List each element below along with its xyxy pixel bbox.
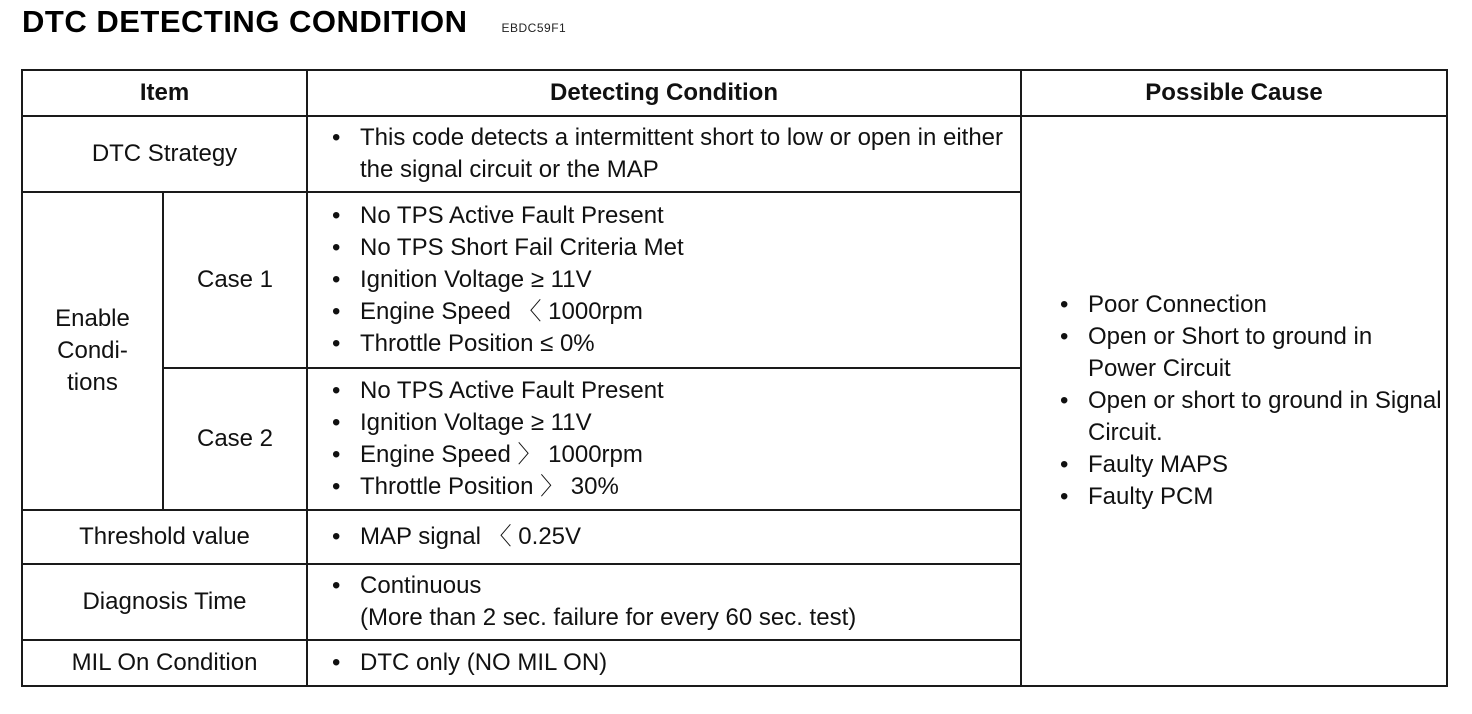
cause-bullet: • Poor Connection [1058,289,1446,321]
condition-bullet: • This code detects a intermittent short to low or open in either the signal circuit or the MAP [330,122,1014,186]
condition-note: (More than 2 sec. failure for every 60 sec. test) [360,604,857,631]
cause-bullet: • Faulty MAPS [1058,449,1446,481]
page-title: DTC DETECTING CONDITION [22,4,468,39]
condition-bullet: • DTC only (NO MIL ON) [330,647,1014,679]
cause-bullet: • Open or Short to ground in Power Circuit [1058,321,1446,385]
item-enable-conditions: Enable Condi- tions [22,192,163,510]
condition-dtc-strategy [307,116,1021,192]
title-row [22,4,566,44]
condition-bullet: • No TPS Short Fail Criteria Met [330,232,1014,264]
condition-diagnosis-time [307,564,1021,640]
condition-bullet: • MAP signal 〈 0.25V [330,521,1014,553]
condition-bullet: • Engine Speed 〉 1000rpm [330,439,1014,471]
condition-mil [307,640,1021,686]
possible-cause-cell [1021,116,1447,686]
header-item: Item [22,70,307,116]
document-code: EBDC59F1 [501,21,567,35]
header-possible-cause: Possible Cause [1021,70,1447,116]
condition-bullet: • Ignition Voltage ≥ 11V [330,264,1014,296]
cause-bullet: • Faulty PCM [1058,481,1446,513]
condition-bullet: • No TPS Active Fault Present [330,200,1014,232]
item-mil-on-condition: MIL On Condition [22,640,307,686]
condition-case2 [307,368,1021,510]
condition-bullet: • Throttle Position 〉 30% [330,471,1014,503]
item-diagnosis-time: Diagnosis Time [22,564,307,640]
cause-bullet: • Open or short to ground in Signal Circuit. [1058,385,1446,449]
dtc-condition-table [21,69,1448,687]
item-case1: Case 1 [163,192,307,368]
row-dtc-strategy [22,116,1447,192]
condition-bullet: • Ignition Voltage ≥ 11V [330,407,1014,439]
condition-case1 [307,192,1021,368]
condition-bullet: • Throttle Position ≤ 0% [330,328,1014,360]
condition-bullet: • No TPS Active Fault Present [330,375,1014,407]
table-header-row [22,70,1447,116]
item-threshold-value: Threshold value [22,510,307,564]
header-detecting-condition: Detecting Condition [307,70,1021,116]
item-dtc-strategy: DTC Strategy [22,116,307,192]
item-case2: Case 2 [163,368,307,510]
condition-bullet: • Continuous [330,570,1014,602]
condition-bullet: • Engine Speed 〈 1000rpm [330,296,1014,328]
condition-threshold [307,510,1021,564]
